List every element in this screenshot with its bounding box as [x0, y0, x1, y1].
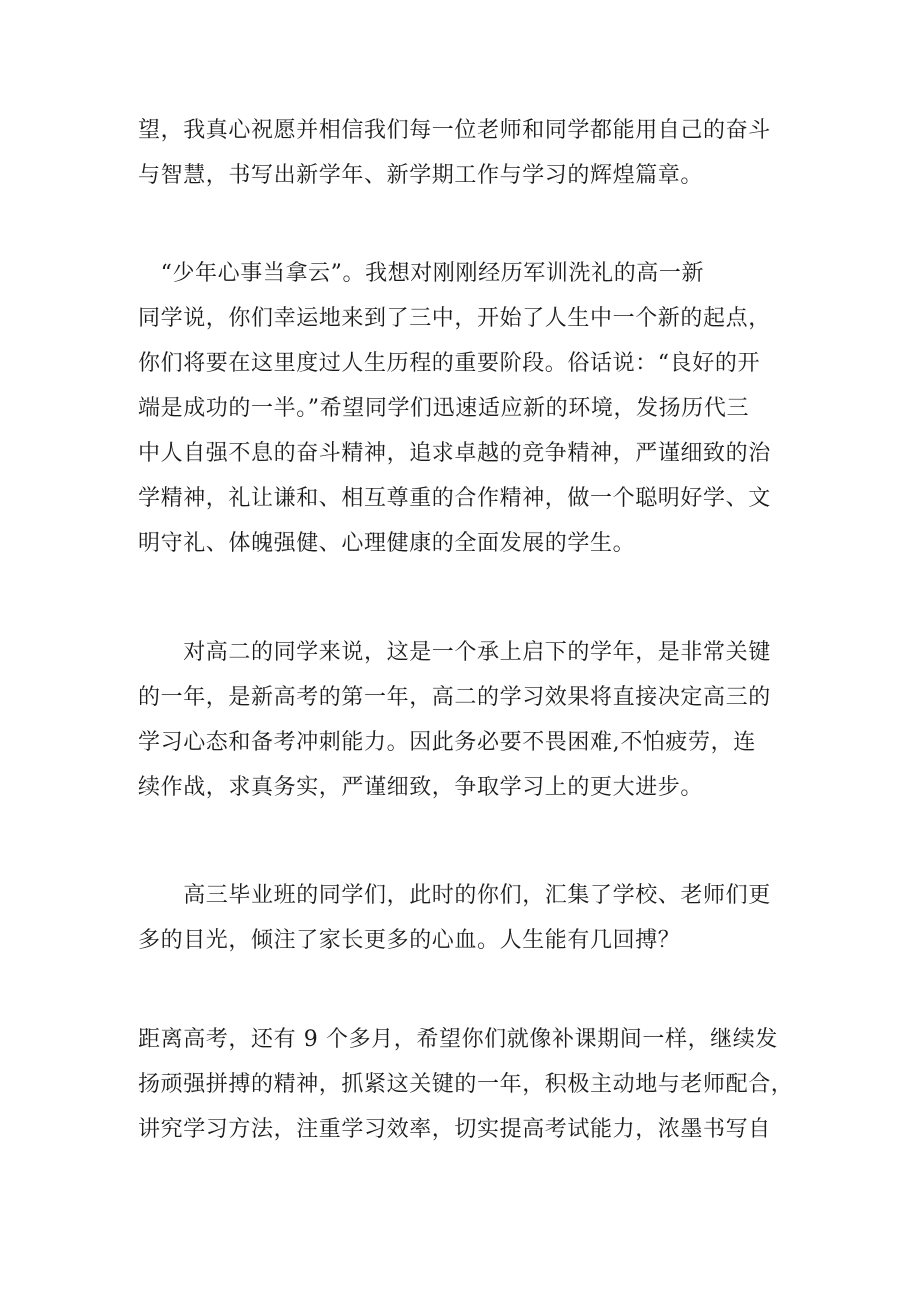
text-line: 讲究学习方法，注重学习效率，切实提高考试能力，浓墨书写自: [138, 1117, 771, 1142]
paragraph-4: [138, 873, 788, 963]
paragraph-3: [138, 630, 788, 810]
text-line: 明守礼、体魄强健、心理健康的全面发展的学生。: [138, 531, 636, 556]
text-line: 距离高考，还有 9 个多月，希望你们就像补课期间一样，继续发: [138, 1027, 778, 1052]
text-line: 望，我真心祝愿并相信我们每一位老师和同学都能用自己的奋斗: [138, 118, 771, 143]
text-line: 对高二的同学来说，这是一个承上启下的学年，是非常关键: [138, 640, 771, 665]
text-line: 的一年，是新高考的第一年，高二的学习效果将直接决定高三的: [138, 685, 771, 710]
text-line: 学精神，礼让谦和、相互尊重的合作精神，做一个聪明好学、文: [138, 486, 771, 511]
paragraph-5: [138, 1017, 794, 1152]
text-line: 中人自强不息的奋斗精神，追求卓越的竞争精神，严谨细致的治: [138, 441, 771, 466]
text-line: 续作战，求真务实，严谨细致，争取学习上的更大进步。: [138, 775, 704, 800]
paragraph-2: [138, 251, 788, 566]
text-line: 端是成功的一半。”希望同学们迅速适应新的环境，发扬历代三: [138, 396, 750, 421]
text-line: 扬顽强拼搏的精神，抓紧这关键的一年，积极主动地与老师配合，: [138, 1072, 794, 1097]
text-line: “少年心事当拿云”。我想对刚刚经历军训洗礼的高一新: [138, 261, 705, 286]
text-line: 高三毕业班的同学们，此时的你们，汇集了学校、老师们更: [138, 883, 771, 908]
text-line: 学习心态和备考冲刺能力。因此务必要不畏困难,不怕疲劳，连: [138, 730, 756, 755]
paragraph-1: [138, 108, 788, 198]
text-line: 同学说，你们幸运地来到了三中，开始了人生中一个新的起点，: [138, 306, 771, 331]
text-line: 你们将要在这里度过人生历程的重要阶段。俗话说：“良好的开: [138, 351, 761, 376]
text-line: 与智慧，书写出新学年、新学期工作与学习的辉煌篇章。: [138, 163, 704, 188]
text-line: 多的目光，倾注了家长更多的心血。人生能有几回搏？: [138, 928, 681, 953]
